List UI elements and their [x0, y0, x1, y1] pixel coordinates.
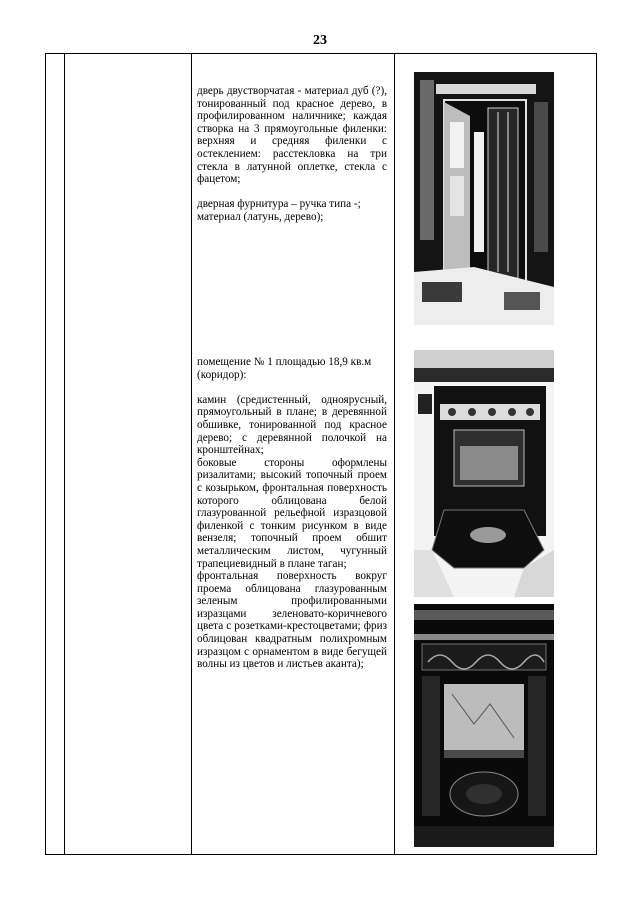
photo-fireplace: [414, 350, 554, 597]
column-divider-2: [191, 53, 192, 855]
fireplace-detail-image: [414, 604, 554, 847]
fireplace-front: фронтальная поверхность вокруг проема облицована глазурованным зеленым профилированными изразцами зеленовато-коричневого цвета с розетками-крестоцветами; фриз облицован квадратным полихромным изразцом с орнаментом в виде бегущей волны из цветов и листьев аканта);: [197, 570, 387, 671]
fireplace-description: камин (средистенный, одноярусный, прямоугольный в плане; в деревянной обшивке, тонированной под красное дерево; с деревянной полочкой на кронштейнах;: [197, 393, 387, 457]
column-divider-3: [394, 53, 395, 855]
description-door: [197, 85, 387, 236]
room-heading: помещение № 1 площадью 18,9 кв.м: [197, 356, 372, 368]
room-name: (коридор):: [197, 368, 247, 381]
door-description: дверь двустворчатая - материал дуб (?), тонированный под красное дерево, в профилированном наличнике; каждая створка на 3 прямоугольные филенки: верхняя и средняя филенки с остеклением: расстекловка на три стекла в латунной оплетке, стекла с фацетом;: [197, 85, 387, 186]
photo-fireplace-detail: [414, 604, 554, 847]
door-hardware: дверная фурнитура – ручка типа -; материал (латунь, дерево);: [197, 198, 361, 223]
description-room-1: [197, 356, 387, 671]
page-number: 23: [313, 33, 327, 48]
fireplace-sides: боковые стороны оформлены ризалитами; высокий топочный проем с козырьком, фронтальная поверхность которого облицована белой глазурованной рельефной изразцовой филенкой с тонким рисунком в виде вензеля; топочный проем обшит металлическим листом, чугунный трапециевидный в плане таган;: [197, 456, 387, 570]
column-divider-1: [64, 53, 65, 855]
photo-door: [414, 72, 554, 325]
door-image: [414, 72, 554, 325]
fireplace-image: [414, 350, 554, 597]
